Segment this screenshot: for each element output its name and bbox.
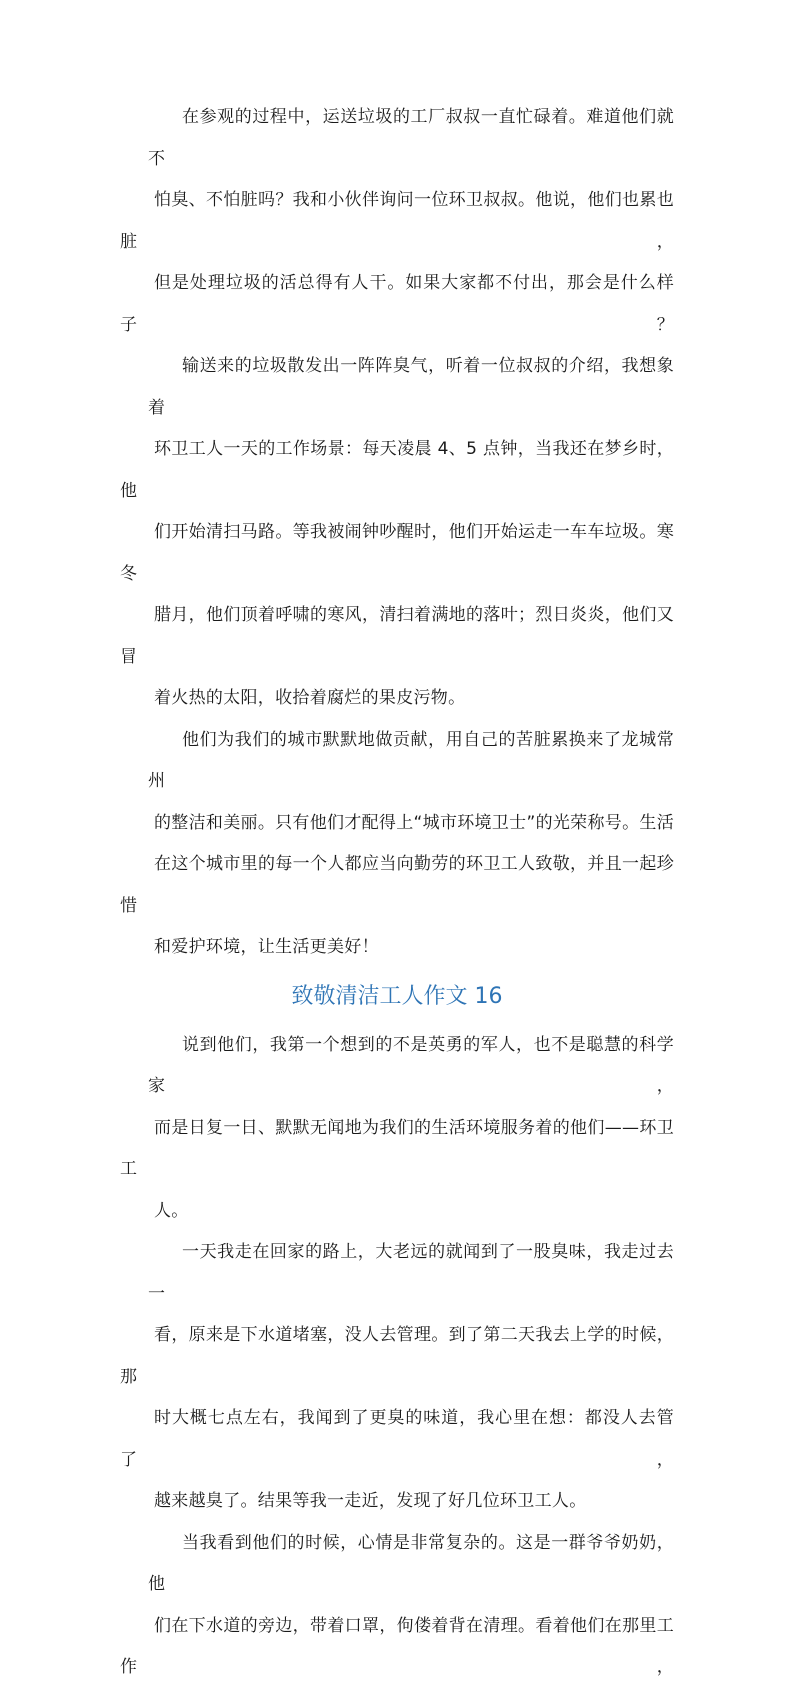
text-line: 时大概七点左右，我闻到了更臭的味道，我心里在想：都没人去管了，: [120, 1408, 674, 1470]
text-line: 说到他们，我第一个想到的不是英勇的军人，也不是聪慧的科学家，: [148, 1034, 674, 1096]
paragraph: [120, 1523, 674, 1689]
document-page: [120, 97, 674, 1689]
paragraph: [120, 97, 674, 346]
text-line: 而是日复一日、默默无闻地为我们的生活环境服务着的他们——环卫工: [120, 1117, 674, 1179]
text-line: 们在下水道的旁边，带着口罩，佝偻着背在清理。看着他们在那里工作，: [120, 1615, 674, 1677]
text-line: 们开始清扫马路。等我被闹钟吵醒时，他们开始运走一车车垃圾。寒冬: [120, 522, 674, 584]
text-line: 但是处理垃圾的活总得有人干。如果大家都不付出，那会是什么样子？: [120, 273, 674, 335]
section-heading: 致敬清洁工人作文 16: [291, 983, 503, 1009]
text-line: 在参观的过程中，运送垃圾的工厂叔叔一直忙碌着。难道他们就不: [148, 107, 674, 169]
text-line: 输送来的垃圾散发出一阵阵臭气，听着一位叔叔的介绍，我想象着: [148, 356, 674, 418]
paragraph: [120, 346, 674, 720]
text-line: 怕臭、不怕脏吗？我和小伙伴询问一位环卫叔叔。他说，他们也累也脏，: [120, 190, 674, 252]
text-line: 一天我走在回家的路上，大老远的就闻到了一股臭味，我走过去一: [148, 1242, 674, 1304]
text-line: 和爱护环境，让生活更美好！: [154, 937, 379, 957]
text-line: 着火热的太阳，收拾着腐烂的果皮污物。: [154, 688, 466, 708]
text-line: 人。: [154, 1200, 189, 1221]
text-line: 的整洁和美丽。只有他们才配得上“城市环境卫士”的光荣称号。生活: [154, 812, 674, 833]
text-line: 他们为我们的城市默默地做贡献，用自己的苦脏累换来了龙城常州: [148, 729, 674, 791]
text-line: 腊月，他们顶着呼啸的寒风，清扫着满地的落叶；烈日炎炎，他们又冒: [120, 605, 674, 667]
text-line: 环卫工人一天的工作场景：每天凌晨 4、5 点钟，当我还在梦乡时，他: [120, 439, 674, 501]
paragraph: [120, 720, 674, 969]
paragraph: [120, 1232, 674, 1523]
paragraph: [120, 1025, 674, 1233]
text-line: 在这个城市里的每一个人都应当向勤劳的环卫工人致敬，并且一起珍惜: [120, 854, 674, 916]
text-line: 越来越臭了。结果等我一走近，发现了好几位环卫工人。: [154, 1491, 587, 1511]
text-line: 当我看到他们的时候，心情是非常复杂的。这是一群爷爷奶奶，他: [148, 1532, 674, 1594]
text-line: 看，原来是下水道堵塞，没人去管理。到了第二天我去上学的时候，那: [120, 1325, 674, 1387]
